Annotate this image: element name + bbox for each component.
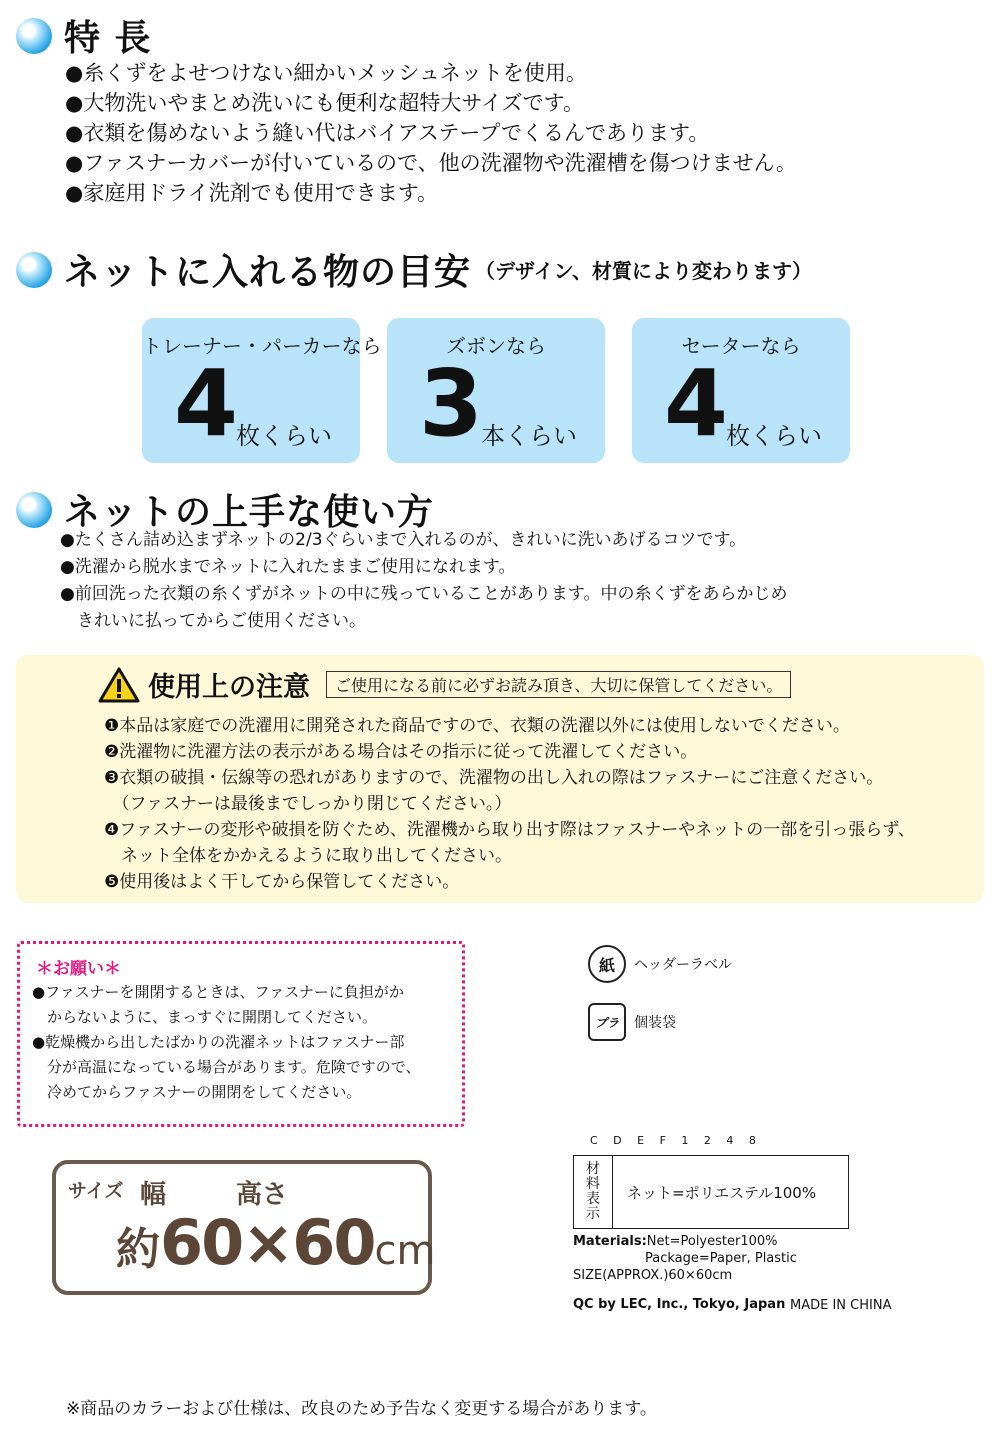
qc-text: QC by LEC, Inc., Tokyo, Japan [573,1297,786,1312]
list-item: ❹ファスナーの変形や破損を防ぐため、洗濯機から取り出す際はファスナーやネットの一部を引っ張らず、 [104,820,915,840]
list-item: ネット全体をかかえるように取り出してください。 [104,846,512,866]
materials-header-cell [574,1156,613,1229]
list-item: 冷めてからファスナーの開閉をしてください。 [32,1083,362,1101]
request-list [32,980,421,1105]
card-unit: 枚くらい [726,422,822,450]
bubble-icon [16,252,52,288]
width-label: 幅 [140,1180,167,1210]
size-unit: cm [374,1228,436,1274]
card-number: 4 [174,350,239,457]
capacity-card-sweater [632,318,850,463]
list-item: ❶本品は家庭での洗濯用に開発された商品ですので、衣類の洗濯以外には使用しないでください。 [104,716,850,736]
list-item: ●家庭用ドライ洗剤でも使用できます。 [65,181,439,205]
usage-title: ネットの上手な使い方 [64,492,435,533]
list-item: ●洗濯から脱水までネットに入れたままご使用になれます。 [60,557,516,577]
materials-table [573,1155,849,1229]
capacity-card-trainer [142,318,382,463]
card-unit: 本くらい [481,422,577,450]
card-number: 3 [419,350,484,457]
list-item: きれいに払ってからご使用ください。 [60,611,366,631]
request-box [17,941,465,1127]
origin-text: MADE IN CHINA [790,1298,892,1313]
card-unit: 枚くらい [236,422,332,450]
list-item: ●糸くずをよせつけない細かいメッシュネットを使用。 [65,61,587,85]
plastic-recycle-label: 個装袋 [634,1015,676,1031]
list-item: ●大物洗いやまとめ洗いにも便利な超特大サイズです。 [65,91,584,115]
capacity-heading [16,244,812,295]
list-item: ●前回洗った衣類の糸くずがネットの中に残っていることがあります。中の糸くずをあらかじめ [60,584,788,604]
materials-en-net: Net=Polyester100% [646,1234,778,1249]
usage-list [60,527,787,635]
size-box [52,1160,436,1295]
list-item: ●衣類を傷めないよう縫い代はバイアステープでくるんであります。 [65,121,710,145]
height-label: 高さ [236,1180,289,1210]
materials-header: 材料表示 [586,1161,600,1222]
list-item: ●ファスナーカバーが付いているので、他の洗濯物や洗濯槽を傷つけません。 [65,151,797,175]
list-item: ❸衣類の破損・伝線等の恐れがありますので、洗濯物の出し入れの際はファスナーにご注意ください。 [104,768,884,788]
features-list [65,58,797,208]
caution-note: ご使用になる前に必ずお読み頂き、大切に保管してください。 [326,671,791,698]
footer-note: ※商品のカラーおよび仕様は、改良のため予告なく変更する場合があります。 [66,1399,657,1419]
capacity-subtitle: （デザイン、材質により変わります） [475,259,813,283]
caution-list [104,713,915,895]
caution-panel [16,655,984,903]
materials-english [573,1233,797,1284]
card-label: ズボンなら [446,334,546,358]
size-label: サイズ [68,1180,124,1202]
size-english: SIZE(APPROX.)60×60cm [573,1268,733,1283]
paper-recycle-row [588,945,732,983]
list-item: ❺使用後はよく干してから保管してください。 [104,872,460,892]
materials-en-label: Materials: [573,1234,647,1249]
caution-title: 使用上の注意 [148,672,310,703]
paper-recycle-label: ヘッダーラベル [634,957,732,973]
capacity-title: ネットに入れる物の目安 [64,252,472,293]
warning-icon [98,666,140,704]
features-heading [16,10,152,61]
features-title: 特 長 [64,18,152,59]
plastic-recycle-row [588,1003,676,1041]
list-item: （ファスナーは最後までしっかり閉じてください。） [104,794,512,814]
size-value: 60×60 [160,1206,375,1279]
list-item: ●乾燥機から出したばかりの洗濯ネットはファスナー部 [32,1033,405,1051]
paper-recycle-icon: 紙 [588,945,626,983]
list-item: ●たくさん詰め込まずネットの2/3ぐらいまで入れるのが、きれいに洗いあげるコツです。 [60,530,747,550]
list-item: からないように、まっすぐに開閉してください。 [32,1008,378,1026]
list-item: ❷洗濯物に洗濯方法の表示がある場合はその指示に従って洗濯してください。 [104,742,698,762]
card-label: セーターなら [681,334,801,358]
plastic-recycle-icon: プラ [588,1003,626,1041]
size-value-row [116,1206,435,1279]
list-item: ●ファスナーを開閉するときは、ファスナーに負担がか [32,983,404,1001]
materials-en-package: Package=Paper, Plastic [645,1251,797,1266]
bubble-icon [16,18,52,54]
size-prefix: 約 [116,1224,160,1275]
card-number: 4 [664,350,729,457]
bubble-icon [16,492,52,528]
caution-heading [98,665,791,704]
capacity-card-pants [387,318,605,463]
request-title: ＊お願い＊ [36,959,121,979]
list-item: 分が高温になっている場合があります。危険ですので、 [32,1058,421,1076]
card-label: トレーナー・パーカーなら [142,334,382,358]
product-code: C D E F 1 2 4 8 [590,1134,762,1147]
materials-content: ネット=ポリエステル100% [613,1156,849,1229]
